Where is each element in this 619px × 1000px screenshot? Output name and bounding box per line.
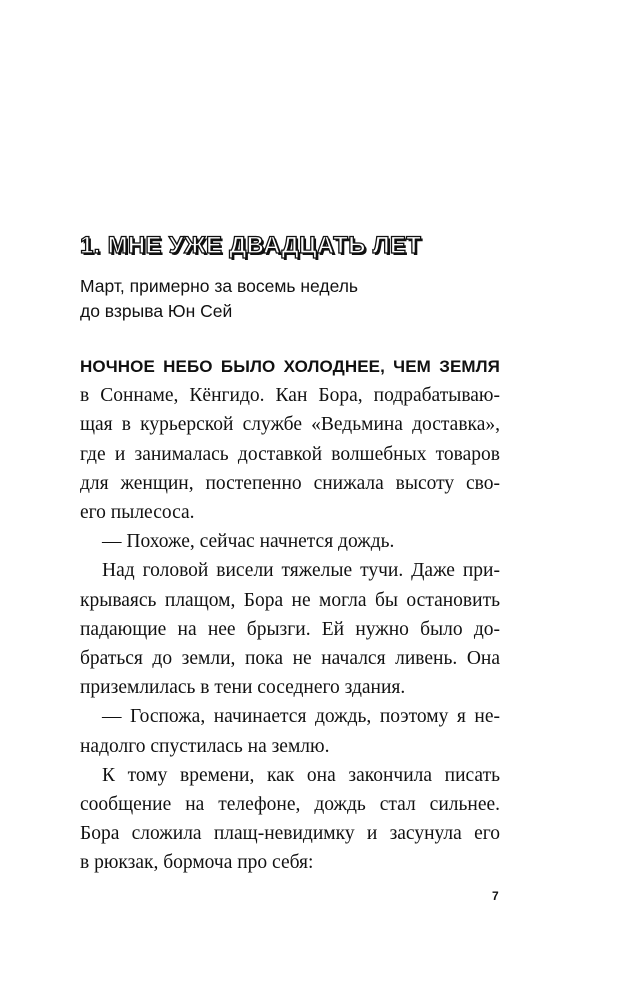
dialogue-line: — Госпожа, начинается дождь, поэтому я не- [102,706,500,728]
subtitle-line: Март, примерно за восемь недель [80,276,359,296]
chapter-title: 1. МНЕ УЖЕ ДВАДЦАТЬ ЛЕТ [80,232,422,259]
text-line: К тому времени, как она закончила писать [102,764,500,786]
chapter-subtitle [80,274,520,324]
text-line: для женщин, постепенно снижала высоту сво- [80,472,500,494]
opening-line: НОЧНОЕ НЕБО БЫЛО ХОЛОДНЕЕ, ЧЕМ ЗЕМЛЯ [80,357,500,376]
text-line: в рюкзак, бормоча про себя: [80,852,314,874]
text-line: его пылесоса. [80,502,195,524]
text-line: сообщение на телефоне, дождь стал сильнее. [80,794,500,816]
text-line: приземлилась в тени соседнего здания. [80,677,406,699]
text-line: Над головой висели тяжелые тучи. Даже при- [102,560,500,582]
text-line: в Соннаме, Кёнгидо. Кан Бора, подрабатываю- [80,385,500,407]
dialogue-line: — Похоже, сейчас начнется дождь. [102,531,395,553]
text-line: где и занималась доставкой волшебных товаров [80,443,500,465]
page-number: 7 [492,889,499,903]
text-line: падающие на нее брызги. Ей нужно было до- [80,618,500,640]
body-text [80,352,500,878]
text-line: браться до земли, пока не начался ливень. Она [80,648,500,670]
subtitle-line: до взрыва Юн Сей [80,301,233,321]
text-line: надолго спустилась на землю. [80,735,330,757]
text-line: щая в курьерской службе «Ведьмина доставка», [80,414,500,436]
text-line: крываясь плащом, Бора не могла бы остановить [80,589,500,611]
text-line: Бора сложила плащ-невидимку и засунула его [80,823,500,845]
